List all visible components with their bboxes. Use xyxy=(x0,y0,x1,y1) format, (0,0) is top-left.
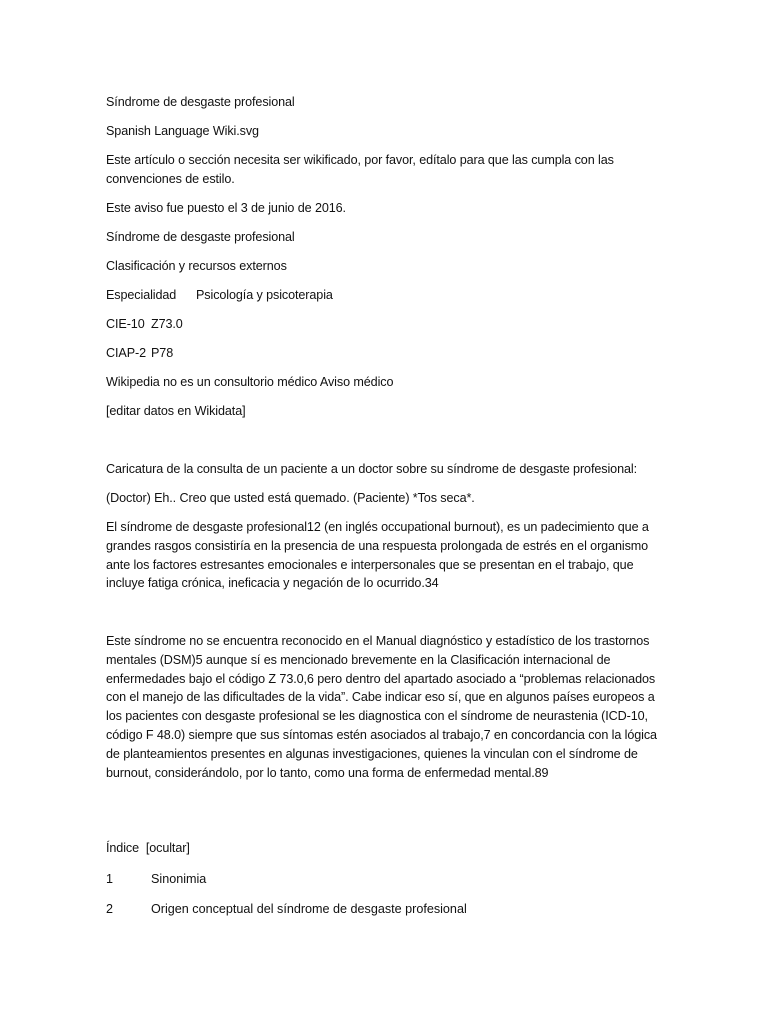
cie10-value: Z73.0 xyxy=(151,317,183,331)
paragraph-classification: Este síndrome no se encuentra reconocido en el Manual diagnóstico y estadístico de los trastornos mentales (DSM)5 aunque sí es mencionado brevemente en la Clasificación internacional de enfermedades bajo el código Z 73.0,6 pero dentro del apartado asociado a “problemas relacionados con el manejo de las dificultades de la vida”. Cabe indicar eso sí, que en algunos países europeos a los pacientes con desgaste profesional se les diagnostica con el síndrome de neurastenia (ICD-10, código F 48.0) siempre que sus síntomas estén asociados al trabajo,7 en concordancia con la lógica de planteamientos presentes en algunas investigaciones, quienes la vinculan con el síndrome de burnout, considerándolo, por lo tanto, como una forma de enfermedad mental.89 xyxy=(106,634,657,780)
index-heading xyxy=(106,839,190,857)
image-caption: Spanish Language Wiki.svg xyxy=(106,124,259,138)
infobox-row-cie10 xyxy=(106,315,183,333)
index-item-2-number: 2 xyxy=(106,902,114,916)
index-item-1-number: 1 xyxy=(106,872,114,886)
cie10-label: CIE-10 xyxy=(106,317,145,331)
caricature-dialogue: (Doctor) Eh.. Creo que usted está quemado. (Paciente) *Tos seca*. xyxy=(106,491,475,505)
document-title: Síndrome de desgaste profesional xyxy=(106,95,295,109)
medical-notice: Wikipedia no es un consultorio médico Aviso médico xyxy=(106,375,394,389)
edit-wikidata-link[interactable]: [editar datos en Wikidata] xyxy=(106,404,246,418)
index-toggle[interactable]: [ocultar] xyxy=(145,841,190,855)
infobox-row-especialidad xyxy=(106,286,333,304)
infobox-title: Síndrome de desgaste profesional xyxy=(106,230,295,244)
paragraph-definition: El síndrome de desgaste profesional12 (en inglés occupational burnout), es un padecimiento que a grandes rasgos consistiría en la presencia de una respuesta prolongada de estrés en el organismo ante los factores estresantes emocionales e interpersonales que se presentan en el trabajo, que incluye fatiga crónica, ineficacia y negación de lo ocurrido.34 xyxy=(106,520,649,591)
ciap2-label: CIAP-2 xyxy=(106,346,146,360)
index-item-2-link[interactable]: Origen conceptual del síndrome de desgaste profesional xyxy=(151,902,467,916)
infobox-row-ciap2 xyxy=(106,344,173,362)
caricature-caption: Caricatura de la consulta de un paciente a un doctor sobre su síndrome de desgaste profesional: xyxy=(106,462,637,476)
notice-date: Este aviso fue puesto el 3 de junio de 2016. xyxy=(106,201,346,215)
wikify-notice: Este artículo o sección necesita ser wikificado, por favor, edítalo para que las cumpla con las convenciones de estilo. xyxy=(106,153,614,186)
index-item-1-link[interactable]: Sinonimia xyxy=(151,872,207,886)
especialidad-label: Especialidad xyxy=(106,288,177,302)
index-label: Índice xyxy=(106,841,140,855)
especialidad-value: Psicología y psicoterapia xyxy=(196,288,333,302)
infobox-subtitle: Clasificación y recursos externos xyxy=(106,259,287,273)
ciap2-value: P78 xyxy=(151,346,174,360)
